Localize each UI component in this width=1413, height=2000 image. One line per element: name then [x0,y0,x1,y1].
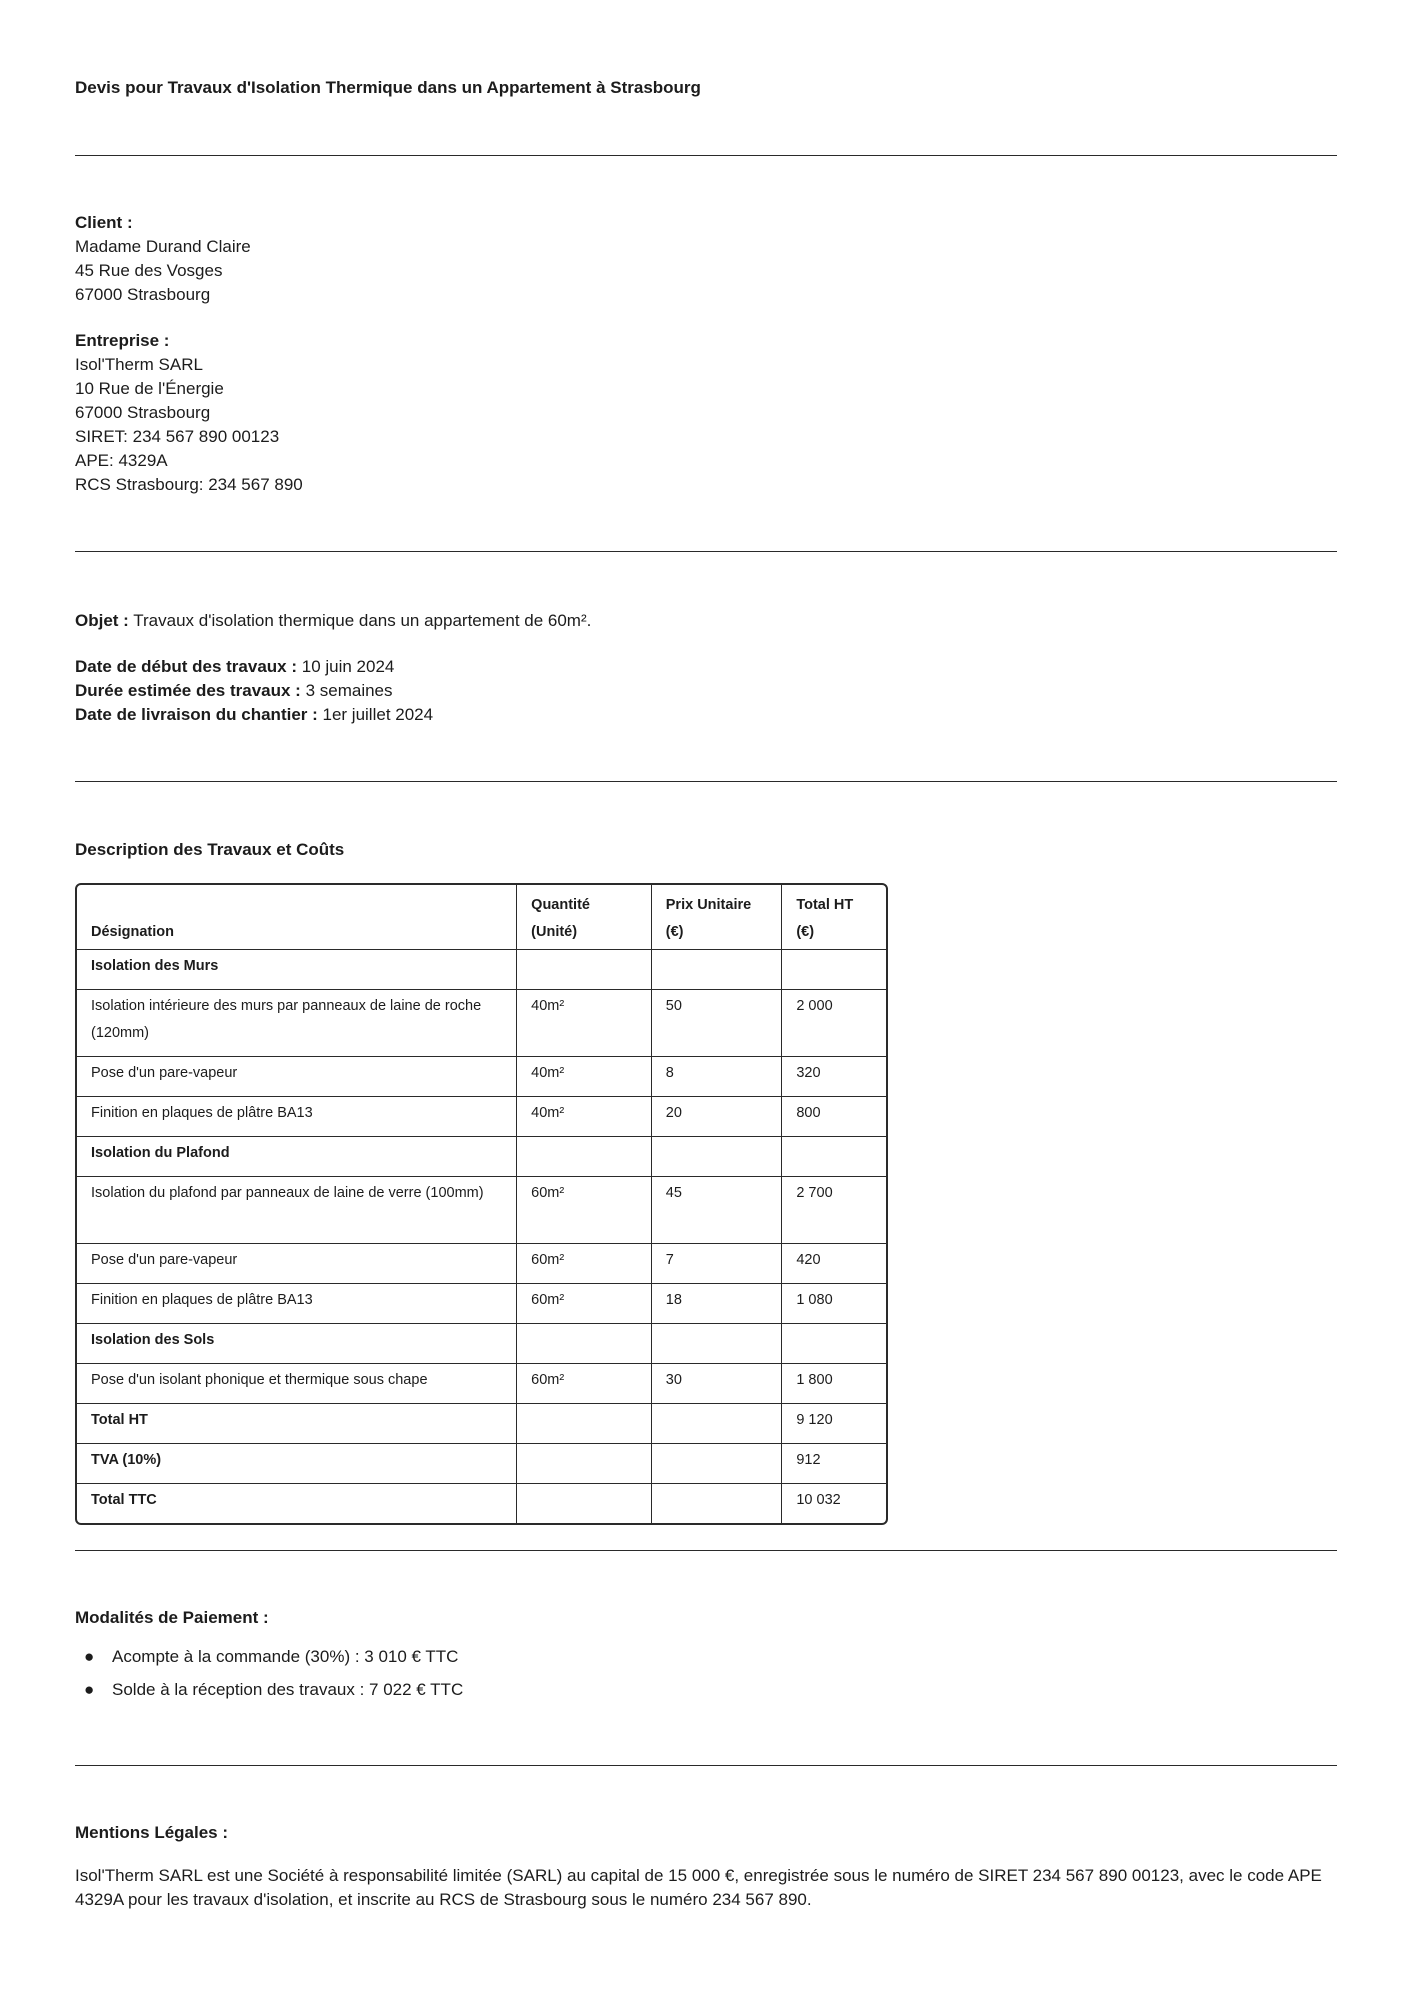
table-row [77,950,886,990]
cell-total: 10 032 [796,1492,841,1508]
cell-prix: 20 [652,1097,783,1137]
cell-prix [652,1137,783,1177]
objet-line [75,609,591,633]
cell-designation: Total HT [77,1404,517,1444]
table-row [77,1244,886,1284]
list-item [75,1640,463,1673]
debut-label: Date de début des travaux : [75,657,298,676]
list-item [75,1673,463,1706]
cell-quantite [517,1484,652,1523]
entreprise-street: 10 Rue de l'Énergie [75,379,224,398]
cell-total [782,950,886,990]
table-row [77,1444,886,1484]
paiement-list [75,1640,463,1706]
dates-block [75,655,433,727]
client-block [75,211,251,307]
table-row [77,1324,886,1364]
cell-total: 1 080 [782,1284,886,1324]
document-title: Devis pour Travaux d'Isolation Thermique dans un Appartement à Strasbourg [75,78,701,97]
cell-quantite [517,1404,652,1444]
table-row [77,1484,886,1523]
cell-total: 2 700 [782,1177,886,1244]
cell-prix [652,950,783,990]
duree-label: Durée estimée des travaux : [75,681,301,700]
duree-value: 3 semaines [300,681,393,700]
cell-designation: Finition en plaques de plâtre BA13 [77,1284,517,1324]
divider [75,1550,1337,1551]
table-row [77,1057,886,1097]
cell-total: 320 [782,1057,886,1097]
debut-value: 10 juin 2024 [297,657,395,676]
cell-quantite: 60m² [517,1364,652,1404]
cell-total: 420 [782,1244,886,1284]
cell-designation: Pose d'un pare-vapeur [77,1057,517,1097]
client-city: 67000 Strasbourg [75,285,211,304]
bullet-icon: ● [84,1680,95,1699]
cell-designation: Finition en plaques de plâtre BA13 [77,1097,517,1137]
table-row [77,1177,886,1244]
divider [75,781,1337,782]
cell-designation: Pose d'un isolant phonique et thermique sous chape [77,1364,517,1404]
cell-prix [652,1404,783,1444]
divider [75,1765,1337,1766]
cell-designation: Total TTC [77,1484,517,1523]
cell-total: 800 [782,1097,886,1137]
livraison-value: 1er juillet 2024 [317,705,434,724]
table-row [77,1137,886,1177]
cell-prix: 30 [652,1364,783,1404]
cell-designation: Isolation du Plafond [77,1137,517,1177]
paiement-acompte: Acompte à la commande (30%) : 3 010 € TTC [112,1647,459,1666]
entreprise-name: Isol'Therm SARL [75,355,203,374]
header-total: Total HT (€) [782,885,886,950]
cell-quantite [517,1137,652,1177]
paiement-label: Modalités de Paiement : [75,1608,269,1627]
entreprise-block [75,329,303,497]
cell-quantite: 60m² [517,1177,652,1244]
cell-total: 912 [782,1444,886,1484]
table-row [77,990,886,1057]
cell-quantite: 40m² [517,1097,652,1137]
divider [75,551,1337,552]
table-row [77,1284,886,1324]
cell-quantite: 40m² [517,990,652,1057]
table-section-title: Description des Travaux et Coûts [75,840,345,859]
cell-designation: TVA (10%) [77,1444,517,1484]
cell-total [782,1137,886,1177]
client-name: Madame Durand Claire [75,237,251,256]
paiement-solde: Solde à la réception des travaux : 7 022 € TTC [112,1680,464,1699]
cell-total: 9 120 [782,1404,886,1444]
entreprise-ape: APE: 4329A [75,451,168,470]
entreprise-city: 67000 Strasbourg [75,403,211,422]
cell-designation: Isolation du plafond par panneaux de laine de verre (100mm) [77,1177,517,1244]
cell-total [782,1324,886,1364]
objet-value: Travaux d'isolation thermique dans un appartement de 60m². [128,611,592,630]
entreprise-siret: SIRET: 234 567 890 00123 [75,427,280,446]
cell-prix: 50 [652,990,783,1057]
mentions-text: Isol'Therm SARL est une Société à responsabilité limitée (SARL) au capital de 15 000 €, enregistrée sous le numéro de SIRET 234 567 890 00123, avec le code APE 4329A pour les travaux d'isolation, et inscrite au RCS de Strasbourg sous le numéro 234 567 890. [75,1866,1322,1909]
cell-quantite: 60m² [517,1284,652,1324]
cell-prix [652,1324,783,1364]
divider [75,155,1337,156]
cell-prix [652,1444,783,1484]
cell-quantite [517,950,652,990]
cell-quantite: 60m² [517,1244,652,1284]
entreprise-label: Entreprise : [75,331,170,350]
objet-label: Objet : [75,611,129,630]
costs-table [75,883,888,1525]
cell-prix: 7 [652,1244,783,1284]
bullet-icon: ● [84,1647,95,1666]
cell-quantite [517,1324,652,1364]
mentions-label: Mentions Légales : [75,1823,229,1842]
cell-quantite [517,1444,652,1484]
header-designation: Désignation [77,885,517,950]
cell-total: 2 000 [782,990,886,1057]
entreprise-rcs: RCS Strasbourg: 234 567 890 [75,475,303,494]
livraison-label: Date de livraison du chantier : [75,705,318,724]
client-street: 45 Rue des Vosges [75,261,223,280]
cell-designation: Isolation intérieure des murs par panneaux de laine de roche (120mm) [77,990,517,1057]
header-prix: Prix Unitaire (€) [652,885,783,950]
cell-prix [652,1484,783,1523]
cell-total: 1 800 [782,1364,886,1404]
cell-designation: Isolation des Murs [77,950,517,990]
header-quantite: Quantité (Unité) [517,885,652,950]
cell-prix: 8 [652,1057,783,1097]
table-row [77,1097,886,1137]
table-row [77,1364,886,1404]
cell-designation: Isolation des Sols [77,1324,517,1364]
cell-prix: 45 [652,1177,783,1244]
table-row [77,1404,886,1444]
cell-designation: Pose d'un pare-vapeur [77,1244,517,1284]
cell-prix: 18 [652,1284,783,1324]
client-label: Client : [75,213,133,232]
cell-quantite: 40m² [517,1057,652,1097]
